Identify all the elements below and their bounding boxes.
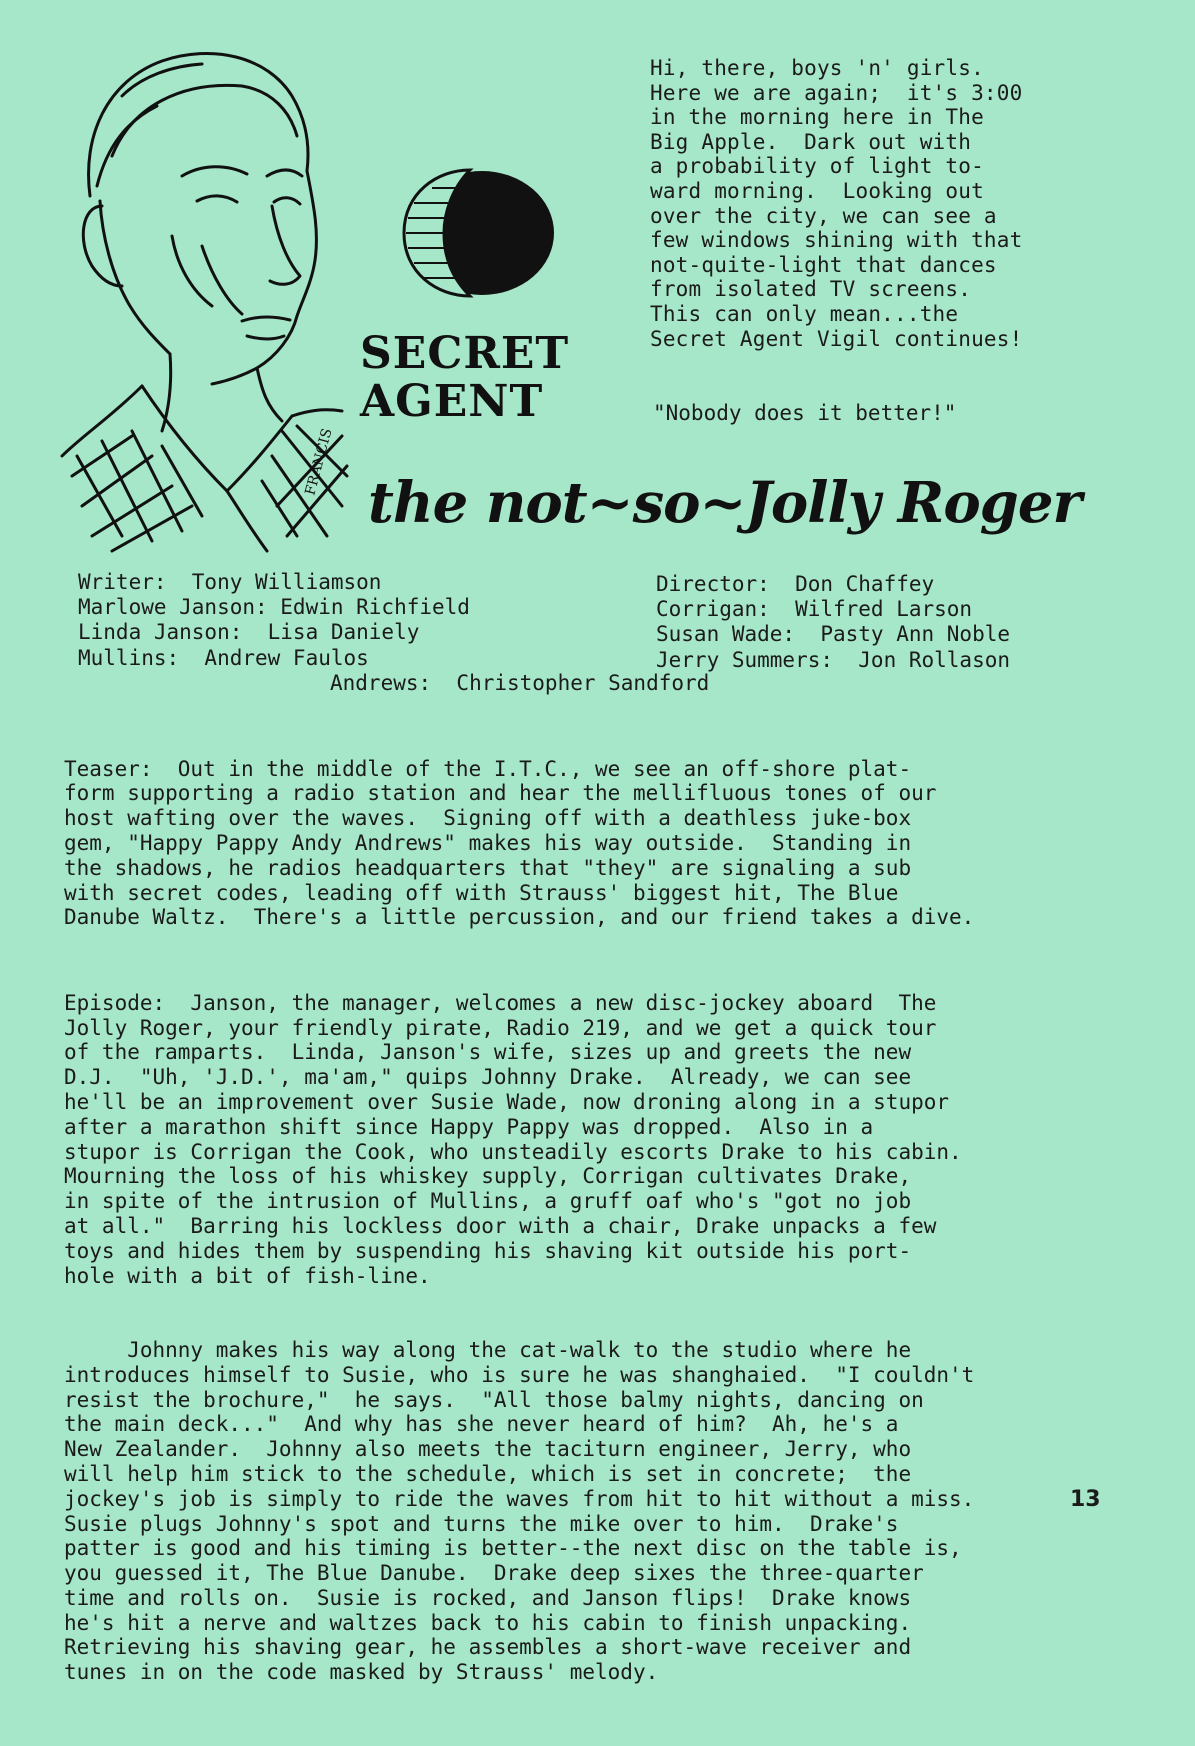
show-title-line1: SECRET <box>360 328 570 379</box>
episode-title: the not~so~Jolly Roger <box>368 470 1081 536</box>
tagline: "Nobody does it better!" <box>653 401 957 425</box>
credits-center: Andrews: Christopher Sandford <box>330 671 710 695</box>
artist-signature: FRANCIS <box>302 426 336 498</box>
eye-logo-icon <box>392 158 564 308</box>
intro-text: Hi, there, boys 'n' girls. Here we are again; it's 3:00 in the morning here in The Big Apple. Dark out with a probability of light to- ward morning. Looking out over the city, we can see a few windows shining with that not-quite-light that dances from isolated TV screens. This can only mean...the Secret Agent Vigil continues! <box>650 56 1023 351</box>
episode-paragraph-2: Johnny makes his way along the cat-walk to the studio where he introduces himself to Susie, who is sure he was shanghaied. "I couldn't resist the brochure," he says. "All those balmy nights, dancing on the main deck..." And why has she never heard of him? Ah, he's a New Zealander. Johnny also meets the taciturn engineer, Jerry, who will help him stick to the schedule, which is set in concrete; the jockey's job is simply to ride the waves from hit to hit without a miss. Susie plugs Johnny's spot and turns the mike over to him. Drake's patter is good and his timing is better--the next disc on the table is, you guessed it, The Blue Danube. Drake deep sixes the three-quarter time and rolls on. Susie is rocked, and Janson flips! Drake knows he's hit a nerve and waltzes back to his cabin to finish unpacking. Retrieving his shaving gear, he assembles a short-wave receiver and tunes in on the code masked by Strauss' melody. <box>64 1337 975 1685</box>
teaser-paragraph: Teaser: Out in the middle of the I.T.C., we see an off-shore plat- form supporting a radio station and hear the mellifluous tones of our host wafting over the waves. Signing off with a deathless juke-box gem, "Happy Pappy Andy Andrews" makes his way outside. Standing in the shadows, he radios headquarters that "they" are signaling a sub with secret codes, leading off with Strauss' biggest hit, The Blue Danube Waltz. There's a little percussion, and our friend takes a dive. <box>64 756 975 930</box>
show-title <box>360 330 569 426</box>
episode-paragraph-1: Episode: Janson, the manager, welcomes a new disc-jockey aboard The Jolly Roger, your friendly pirate, Radio 219, and we get a quick tour of the ramparts. Linda, Janson's wife, sizes up and greets the new D.J. "Uh, 'J.D.', ma'am," quips Johnny Drake. Already, we can see he'll be an improvement over Susie Wade, now droning along in a stupor after a marathon shift since Happy Pappy was dropped. Also in a stupor is Corrigan the Cook, who unsteadily escorts Drake to his cabin. Mourning the loss of his whiskey supply, Corrigan cultivates Drake, in spite of the intrusion of Mullins, a gruff oaf who's "got no job at all." Barring his lockless door with a chair, Drake unpacks a few toys and hides them by suspending his shaving kit outside his port- hole with a bit of fish-line. <box>64 990 962 1288</box>
credits-right: Director: Don Chaffey Corrigan: Wilfred Larson Susan Wade: Pasty Ann Noble Jerry Summers: Jon Rollason <box>656 572 1011 672</box>
show-title-line2: AGENT <box>360 376 544 427</box>
portrait-illustration <box>52 36 357 556</box>
synopsis-body <box>64 707 1154 1746</box>
credits-left: Writer: Tony Williamson Marlowe Janson: Edwin Richfield Linda Janson: Lisa Daniely Mullins: Andrew Faulos <box>78 570 470 670</box>
page-number: 13 <box>1070 1487 1101 1512</box>
